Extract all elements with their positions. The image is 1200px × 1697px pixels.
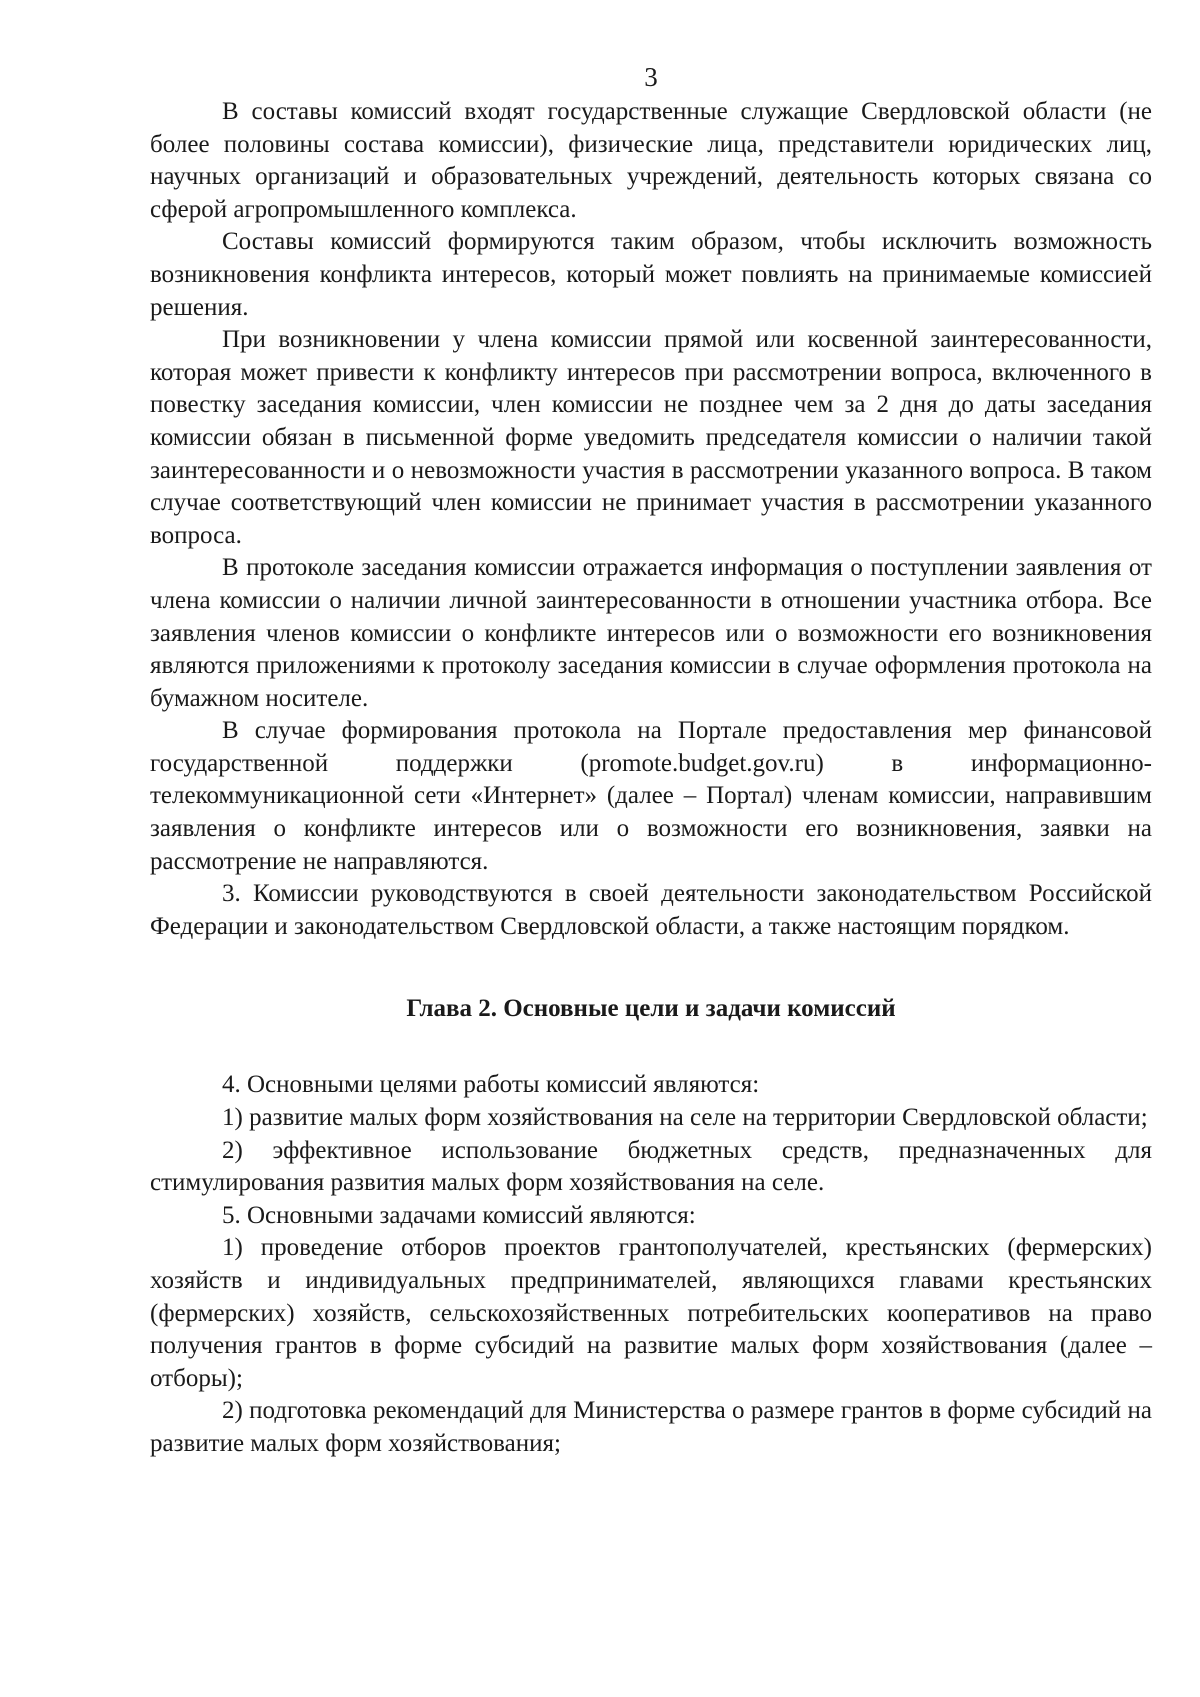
document-page bbox=[150, 60, 1152, 1461]
paragraph-protocol-info: В протоколе заседания комиссии отражается информация о поступлении заявления от члена комиссии о наличии личной заинтересованности в отношении участника отбора. Все заявления членов комиссии о конфликте интересов или о возможности его возникновения являются приложениями к протоколу заседания комиссии в случае оформления протокола на бумажном носителе. bbox=[150, 554, 1152, 712]
paragraph-tasks-intro: 5. Основными задачами комиссий являются: bbox=[222, 1201, 696, 1229]
paragraph-task-1: 1) проведение отборов проектов грантополучателей, крестьянских (фермерских) хозяйств и индивидуальных предпринимателей, являющихся главами крестьянских (фермерских) хозяйств, сельскохозяйственных потребительских кооперативов на право получения грантов в форме субсидий на развитие малых форм хозяйствования (далее – отборы); bbox=[150, 1234, 1152, 1392]
paragraph-goal-1: 1) развитие малых форм хозяйствования на селе на территории Свердловской области; bbox=[222, 1104, 1148, 1132]
paragraph-conflict-prevention: Составы комиссий формируются таким образом, чтобы исключить возможность возникновения конфликта интересов, который может повлиять на принимаемые комиссией решения. bbox=[150, 228, 1152, 321]
page-number: 3 bbox=[644, 62, 658, 92]
paragraph-portal-protocol: В случае формирования протокола на Портале предоставления мер финансовой государственной поддержки (promote.budget.gov.ru) в информационно-телекоммуникационной сети «Интернет» (далее – Портал) членам комиссии, направившим заявления о конфликте интересов или о возможности его возникновения, заявки на рассмотрение не направляются. bbox=[150, 717, 1152, 875]
paragraph-goal-2: 2) эффективное использование бюджетных средств, предназначенных для стимулирования развития малых форм хозяйствования на селе. bbox=[150, 1136, 1152, 1197]
paragraph-task-2: 2) подготовка рекомендаций для Министерства о размере грантов в форме субсидий на развитие малых форм хозяйствования; bbox=[150, 1397, 1152, 1457]
paragraph-goals-intro: 4. Основными целями работы комиссий являются: bbox=[222, 1071, 760, 1099]
paragraph-member-interest: При возникновении у члена комиссии прямой или косвенной заинтересованности, которая может привести к конфликту интересов при рассмотрении вопроса, включенного в повестку заседания комиссии, член комиссии не позднее чем за 2 дня до даты заседания комиссии обязан в письменной форме уведомить председателя комиссии о наличии такой заинтересованности и о невозможности участия в рассмотрении указанного вопроса. В таком случае соответствующий член комиссии не принимает участия в рассмотрении указанного вопроса. bbox=[150, 326, 1152, 549]
chapter-heading: Глава 2. Основные цели и задачи комиссий bbox=[406, 995, 896, 1023]
paragraph-commission-composition: В составы комиссий входят государственные служащие Свердловской области (не более половины состава комиссии), физические лица, представители юридических лиц, научных организаций и образовательных учреждений, деятельность которых связана со сферой агропромышленного комплекса. bbox=[150, 98, 1152, 223]
paragraph-legislation: 3. Комиссии руководствуются в своей деятельности законодательством Российской Федерации и законодательством Свердловской области, а также настоящим порядком. bbox=[150, 880, 1152, 940]
